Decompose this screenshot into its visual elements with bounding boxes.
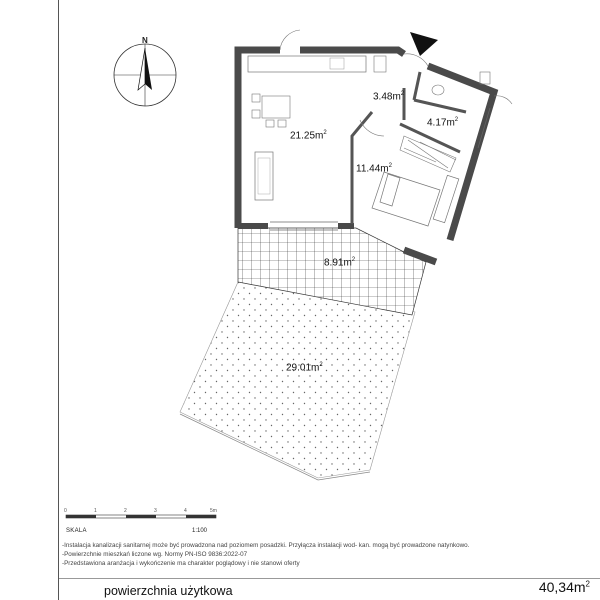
note-line: -Powierzchnie mieszkań liczone wg. Normy PN-ISO 9836:2022-07	[62, 550, 248, 558]
scale-tick: 4	[184, 508, 187, 514]
scale-tick: 3	[154, 508, 157, 514]
scale-label: SKALA	[66, 528, 87, 534]
room-label-terrace: $8.91m^2$	[324, 257, 356, 269]
north-letter: N	[142, 36, 148, 45]
room-label-living: $21.25m^2$	[290, 130, 327, 142]
garden-area	[180, 282, 415, 478]
room-label-closet: $4.17m^2$	[427, 117, 459, 129]
notes	[62, 542, 592, 568]
entrance-arrow-icon	[410, 32, 438, 56]
usable-area-value: $40,34m^2$	[538, 579, 590, 595]
scale-tick: 2	[124, 508, 127, 514]
scale-tick: 0	[64, 508, 67, 514]
scale-tick: 1	[94, 508, 97, 514]
note-line: -Instalacja kanalizacji sanitarnej może być prowadzona nad poziomem posadzki. Przyłącza instalacji wod- kan. mogą być prowadzone natynkowo.	[62, 542, 470, 549]
north-arrow-icon	[114, 44, 176, 106]
room-label-bedroom: $11.44m^2$	[356, 163, 392, 175]
scale-tick: 5m	[210, 508, 217, 514]
scale-bar	[66, 515, 216, 518]
scale-ratio: 1:100	[192, 528, 208, 534]
note-line: -Przedstawiona aranżacja i wykończenie ma charakter poglądowy i nie stanowi oferty	[62, 559, 300, 567]
room-label-bathroom: $3.48m^2$	[373, 91, 405, 103]
summary-divider	[59, 578, 600, 579]
usable-area-label: powierzchnia użytkowa	[104, 584, 233, 598]
room-label-garden: $29.01m^2$	[286, 362, 323, 374]
